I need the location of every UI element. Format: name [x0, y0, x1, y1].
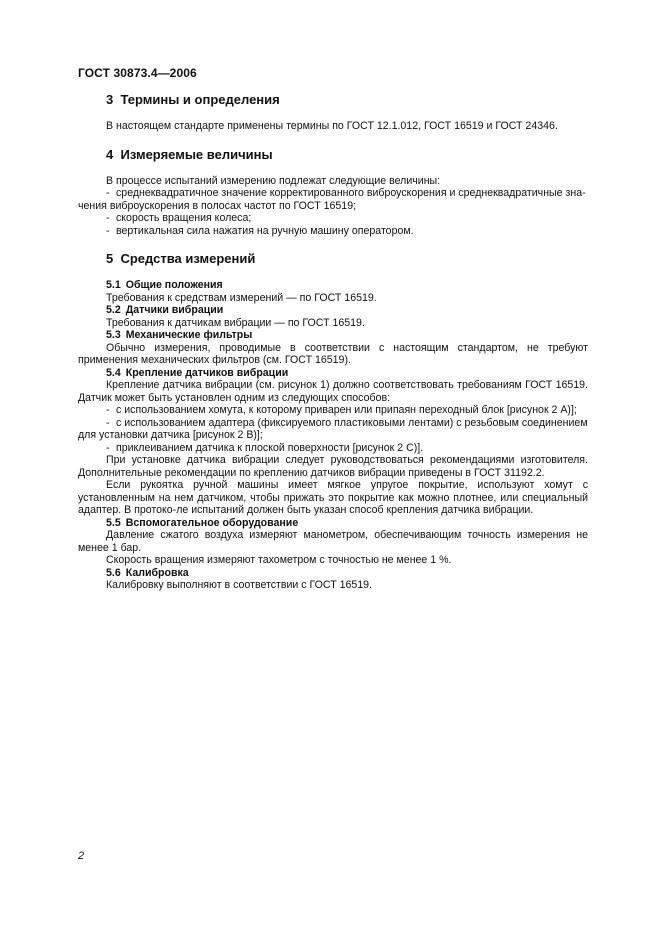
- subsection-title: Датчики вибрации: [125, 304, 224, 316]
- subsection-number: 5.6: [106, 566, 121, 579]
- section-4-intro: В процессе испытаний измерению подлежат следующие величины:: [106, 174, 441, 187]
- section-title: Измеряемые величины: [120, 146, 273, 162]
- section-number: 4: [106, 146, 114, 162]
- section-4-heading: [78, 147, 588, 163]
- subsection-5-1-heading: [78, 279, 588, 292]
- subsection-number: 5.1: [106, 279, 121, 291]
- subsection-number: 5.3: [106, 329, 121, 341]
- list-item: - с использованием адаптера (фиксируемого пластиковыми лентами) с резьбовым соединением для установки датчика [рисунок 2 В)];: [78, 416, 588, 441]
- list-item: - среднеквадратичное значение корректированного виброускорения и среднеквадратичные зна- чения виброускорения в полосах частот по ГОСТ 16519;: [78, 187, 588, 212]
- list-item-text: с использованием хомута, к которому приварен или припаян переходный блок [рисунок 2 А)];: [116, 404, 577, 416]
- subsection-title: Общие положения: [125, 279, 223, 291]
- subsection-5-4-text: Крепление датчика вибрации (см. рисунок 1) должно соответствовать требованиям ГОСТ 16519. Датчик может быть установлен одним из следующих способов:: [78, 379, 588, 404]
- section-title: Средства измерений: [120, 251, 256, 266]
- subsection-5-3-text: Обычно измерения, проводимые в соответствии с настоящим стандартом, не требуют применения механических фильтров (см. ГОСТ 16519).: [78, 341, 588, 366]
- subsection-5-4-heading: [78, 367, 588, 380]
- section-5-heading: [78, 251, 588, 267]
- subsection-title: Вспомогательное оборудование: [125, 516, 299, 529]
- subsection-title: Калибровка: [125, 566, 189, 579]
- list-item-text: приклеиванием датчика к плоской поверхности [рисунок 2 С)].: [116, 441, 424, 454]
- subsection-5-4-soft-handle: Если рукоятка ручной машины имеет мягкое упругое покрытие, используют хомут с установленным на нем датчиком, чтобы прижать это покрытие как можно плотнее, или специальный адаптер. В протоко-ле испытаний должен быть указан способ крепления датчика вибрации.: [78, 479, 588, 516]
- list-item-text: с использованием адаптера (фиксируемого пластиковыми лентами) с резьбовым соединением: [116, 416, 588, 429]
- subsection-5-2-text: Требования к датчикам вибрации — по ГОСТ 16519.: [106, 316, 365, 329]
- subsection-5-5-heading: [78, 517, 588, 530]
- subsection-5-6-heading: [78, 567, 588, 580]
- subsection-title: Крепление датчиков вибрации: [125, 366, 289, 379]
- subsection-5-5-tachometer: Скорость вращения измеряют тахометром с точностью не менее 1 %.: [106, 554, 452, 566]
- list-item: - вертикальная сила нажатия на ручную машину оператором.: [78, 225, 588, 238]
- document-body: [78, 92, 588, 592]
- section-title: Термины и определения: [120, 92, 280, 107]
- list-item-continuation: для установки датчика [рисунок 2 В)];: [78, 429, 263, 441]
- subsection-5-4-recommendations: При установке датчика вибрации следует руководствоваться рекомендациями изготовителя. Дополнительные рекомендации по креплению датчиков вибрации приведены в ГОСТ 31192.2.: [78, 454, 588, 479]
- list-item-text: скорость вращения колеса;: [116, 212, 252, 224]
- section-number: 5: [106, 251, 114, 266]
- subsection-5-6-text: Калибровку выполняют в соответствии с ГОСТ 16519.: [106, 579, 373, 591]
- subsection-5-3-heading: [78, 329, 588, 342]
- section-3-text: В настоящем стандарте применены термины по ГОСТ 12.1.012, ГОСТ 16519 и ГОСТ 24346.: [106, 120, 558, 132]
- subsection-number: 5.2: [106, 304, 121, 316]
- list-item-text: среднеквадратичное значение корректированного виброускорения и среднеквадратичные зна-: [116, 187, 586, 199]
- subsection-number: 5.5: [106, 516, 121, 529]
- subsection-title: Механические фильтры: [125, 329, 253, 341]
- subsection-number: 5.4: [106, 366, 121, 379]
- list-item: - с использованием хомута, к которому приварен или припаян переходный блок [рисунок 2 А)];: [78, 404, 588, 417]
- list-item: - скорость вращения колеса;: [78, 212, 588, 225]
- list-item-text: вертикальная сила нажатия на ручную машину оператором.: [116, 224, 414, 237]
- document-header: ГОСТ 30873.4—2006: [78, 66, 197, 80]
- list-item-continuation: чения виброускорения в полосах частот по ГОСТ 16519;: [78, 199, 357, 212]
- subsection-5-5-pressure: Давление сжатого воздуха измеряют манометром, обеспечивающим точность измерения не менее 1 бар.: [78, 529, 588, 554]
- list-item: - приклеиванием датчика к плоской поверхности [рисунок 2 С)].: [78, 442, 588, 455]
- page-number: 2: [78, 850, 85, 862]
- section-3-heading: [78, 92, 588, 108]
- subsection-5-1-text: Требования к средствам измерений — по ГОСТ 16519.: [106, 291, 377, 304]
- section-number: 3: [106, 92, 114, 107]
- subsection-5-2-heading: [78, 304, 588, 317]
